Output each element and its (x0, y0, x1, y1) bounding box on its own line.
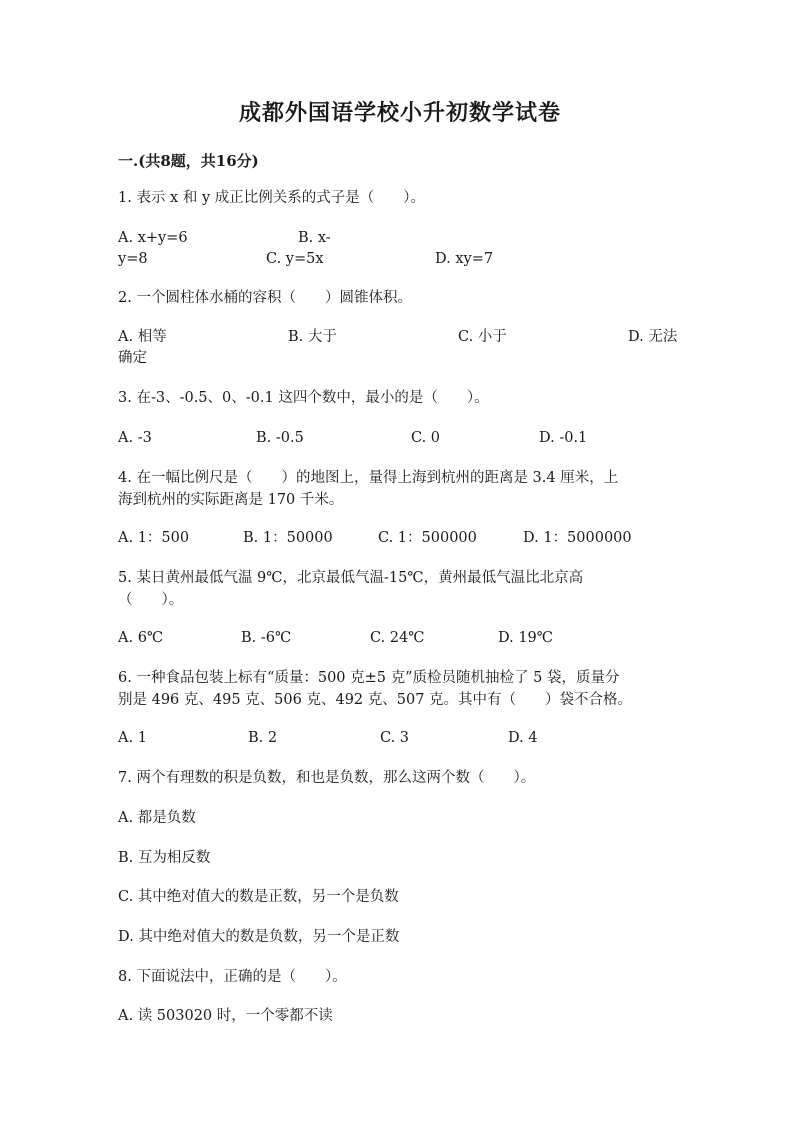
question-stem-continuation: 别是 496 克、495 克、506 克、492 克、507 克。其中有（ ）袋不合格。 (118, 692, 633, 708)
option: D. 4 (508, 730, 538, 746)
option: D. 无法 (628, 329, 678, 345)
option-row (118, 228, 688, 248)
option: B. x- (298, 230, 331, 246)
option: D. xy=7 (435, 251, 494, 267)
option: A. 1 (118, 730, 147, 746)
option: B. -6℃ (241, 630, 292, 646)
option: D. 19℃ (498, 630, 553, 646)
option: A. 6℃ (118, 630, 164, 646)
option: C. 3 (380, 730, 410, 746)
option-row (118, 1006, 688, 1026)
option-row (118, 428, 688, 448)
option-row (118, 348, 688, 368)
option: A. x+y=6 (118, 230, 188, 246)
page-title: 成都外国语学校小升初数学试卷 (238, 100, 561, 126)
question-stem: 1. 表示 x 和 y 成正比例关系的式子是（ ）。 (118, 190, 425, 206)
option: A. -3 (118, 430, 152, 446)
option-row (118, 628, 688, 648)
option: C. 24℃ (370, 630, 425, 646)
option: C. 小于 (458, 329, 507, 345)
option-row (118, 808, 688, 828)
option: A. 都是负数 (118, 810, 196, 826)
question-stem: 8. 下面说法中，正确的是（ ）。 (118, 969, 347, 985)
option: A. 1：500 (118, 530, 190, 546)
option: B. 互为相反数 (118, 850, 211, 866)
option: C. 1：500000 (378, 530, 477, 546)
option-row (118, 887, 688, 907)
option-row (118, 927, 688, 947)
option: C. 其中绝对值大的数是正数，另一个是负数 (118, 889, 399, 905)
question-stem-continuation: 海到杭州的实际距离是 170 千米。 (118, 492, 344, 508)
option: A. 相等 (118, 329, 167, 345)
option-continuation: 确定 (118, 350, 147, 366)
option: B. -0.5 (256, 430, 304, 446)
option-row (118, 728, 688, 748)
section-header: 一.(共8题，共16分) (118, 152, 259, 170)
question-stem: 5. 某日黄州最低气温 9℃，北京最低气温-15℃，黄州最低气温比北京高 (118, 570, 584, 586)
option: A. 读 503020 时，一个零都不读 (118, 1008, 333, 1024)
option-row (118, 249, 688, 269)
option: C. 0 (411, 430, 441, 446)
option-continuation: y=8 (118, 251, 148, 267)
option-row (118, 528, 688, 548)
question-stem: 7. 两个有理数的积是负数，和也是负数，那么这两个数（ ）。 (118, 770, 536, 786)
option: B. 大于 (288, 329, 337, 345)
option: B. 1：50000 (243, 530, 333, 546)
option: B. 2 (248, 730, 278, 746)
question-stem-continuation: （ ）。 (118, 592, 184, 608)
question-stem: 2. 一个圆柱体水桶的容积（ ）圆锥体积。 (118, 290, 412, 306)
option-row (118, 327, 688, 347)
option: C. y=5x (266, 251, 324, 267)
question-stem: 6. 一种食品包装上标有“质量：500 克±5 克”质检员随机抽检了 5 袋，质量分 (118, 670, 620, 686)
option: D. -0.1 (539, 430, 588, 446)
question-stem: 4. 在一幅比例尺是（ ）的地图上，量得上海到杭州的距离是 3.4 厘米，上 (118, 470, 619, 486)
option: D. 1：5000000 (523, 530, 632, 546)
question-stem: 3. 在-3、-0.5、0、-0.1 这四个数中，最小的是（ ）。 (118, 390, 489, 406)
option-row (118, 848, 688, 868)
option: D. 其中绝对值大的数是负数，另一个是正数 (118, 929, 400, 945)
